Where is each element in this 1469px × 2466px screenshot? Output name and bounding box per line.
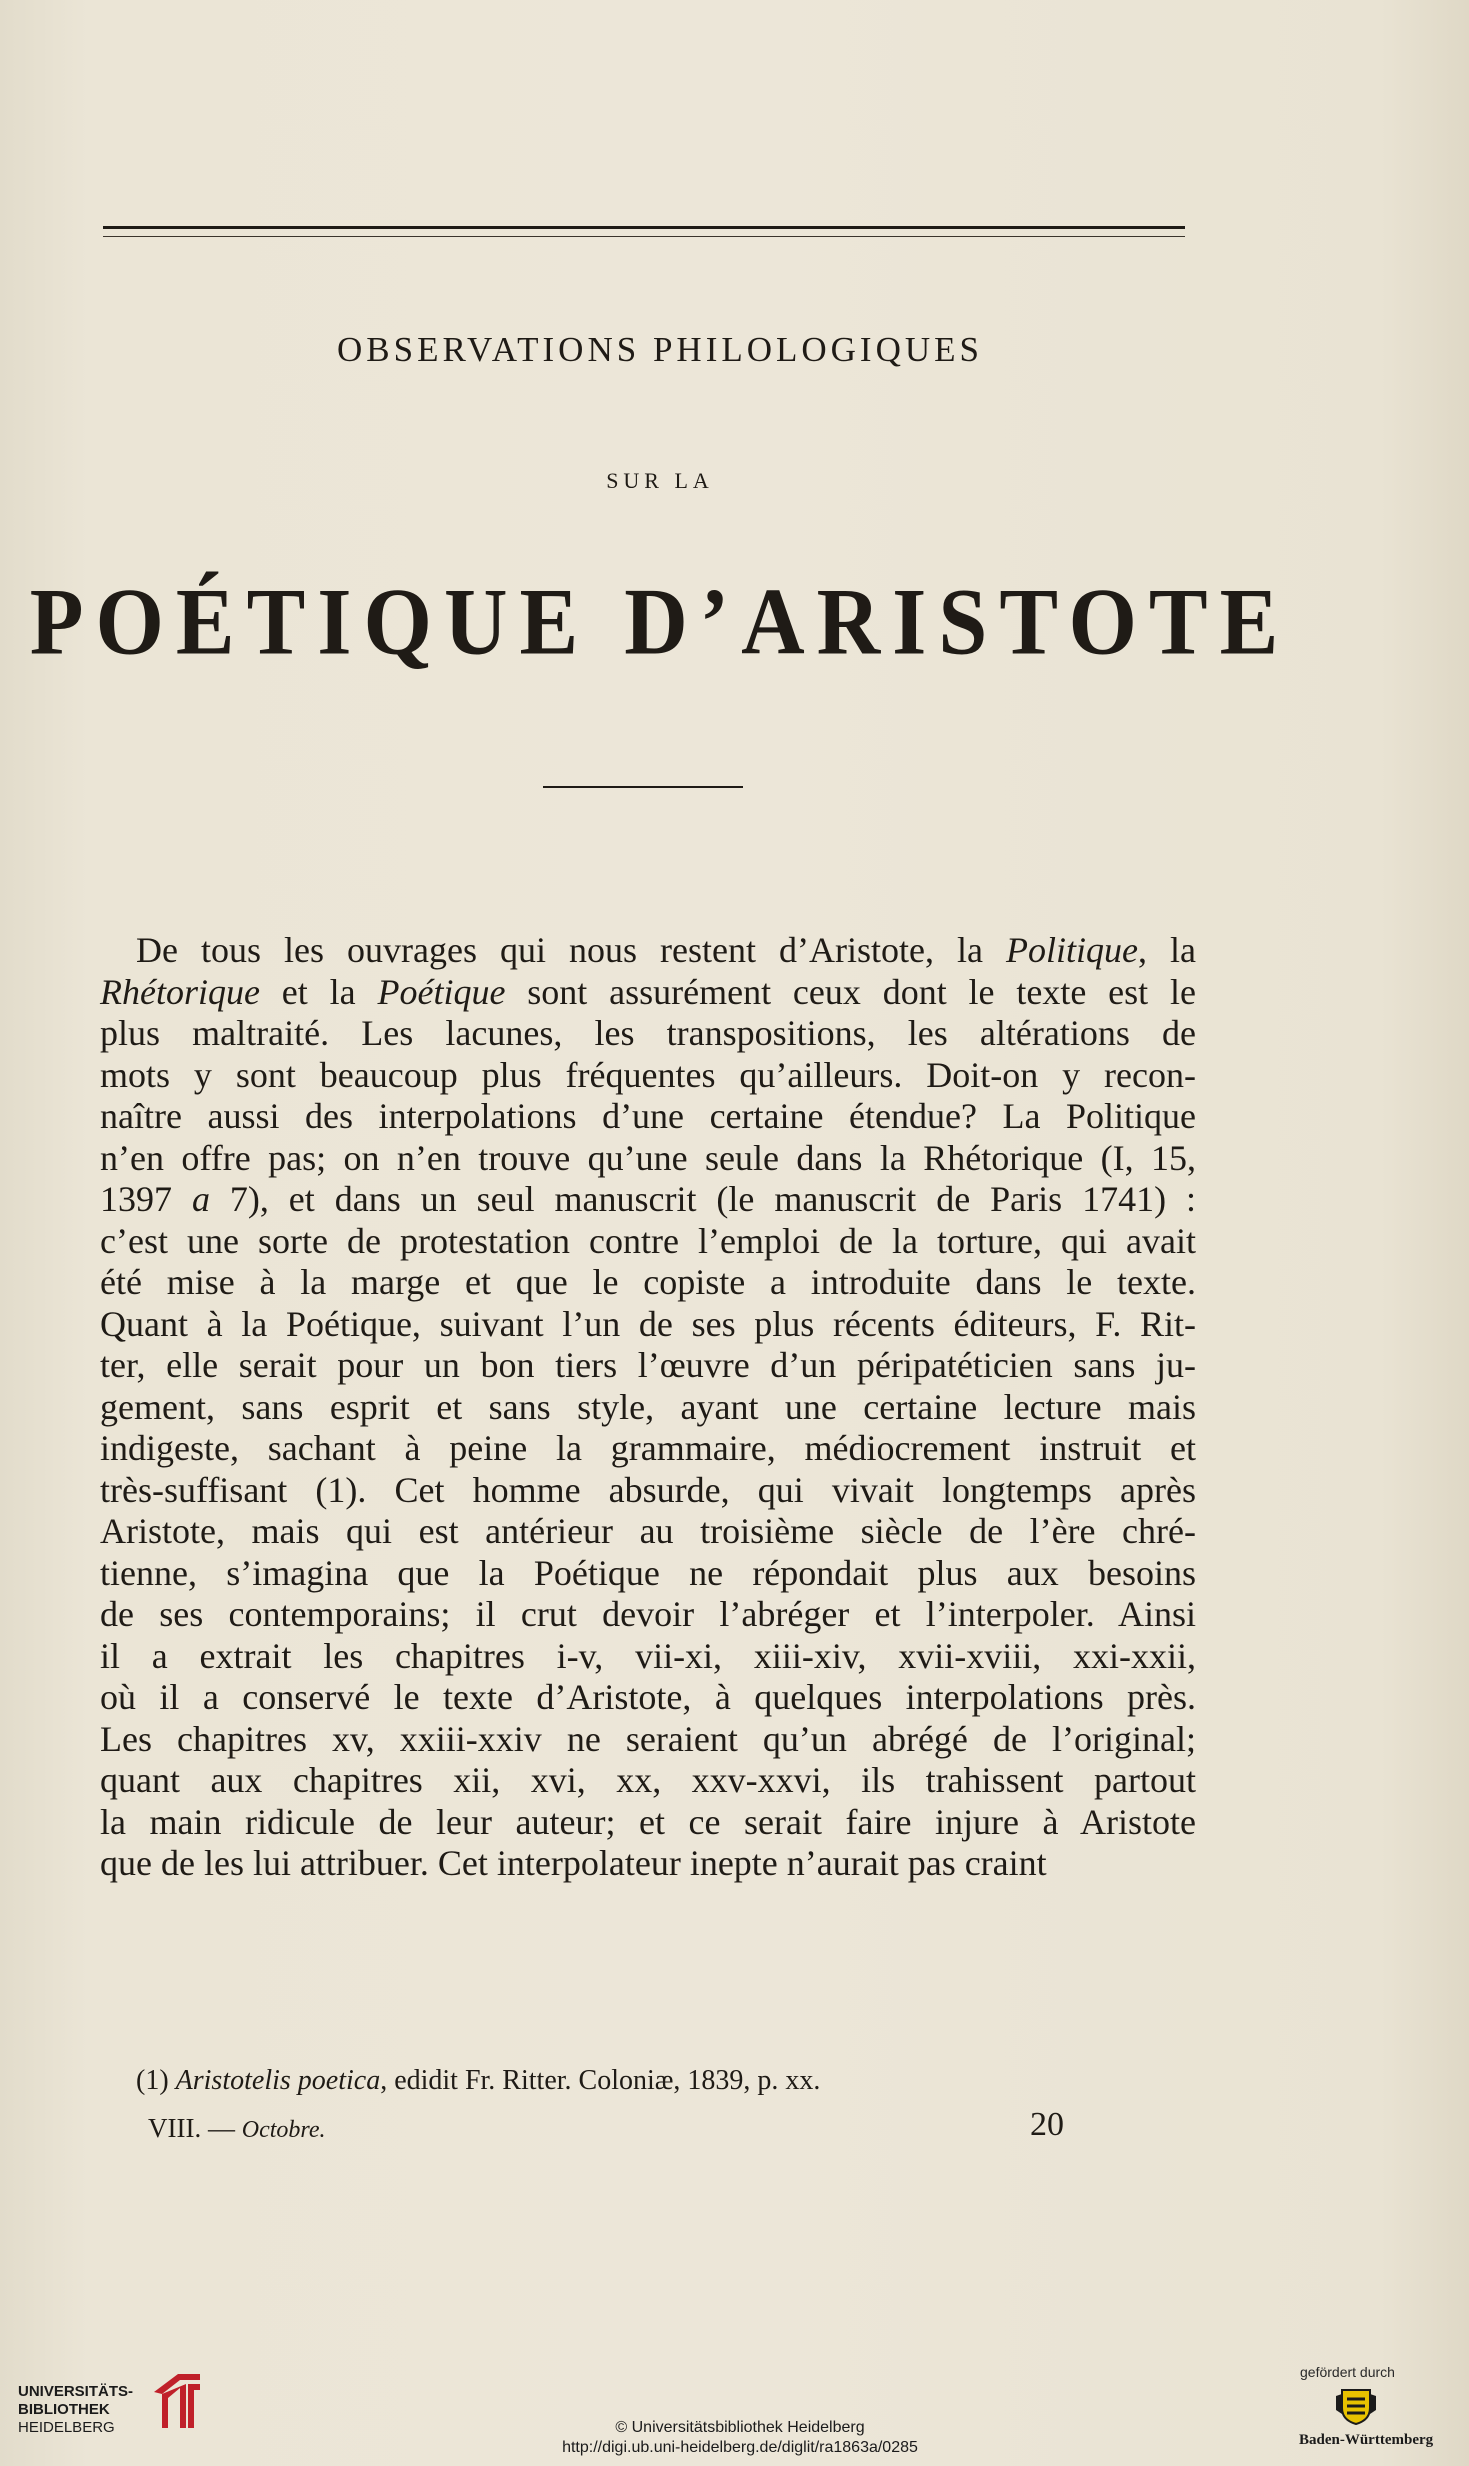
signature-mark bbox=[148, 2113, 326, 2144]
body-line bbox=[100, 1428, 1196, 1470]
body-line bbox=[100, 1055, 1196, 1097]
header-rule-thin bbox=[103, 236, 1185, 237]
library-name bbox=[18, 2383, 133, 2437]
body-line bbox=[100, 972, 1196, 1014]
text-run: 7), et dans un seul manuscrit (le manuscrit de Paris 1741) : bbox=[209, 1179, 1196, 1219]
text-run: 1397 bbox=[100, 1179, 192, 1219]
text-run: où il a conservé le texte d’Aristote, à quelques interpolations près. bbox=[100, 1677, 1196, 1717]
text-run: indigeste, sachant à peine la grammaire, médiocrement instruit et bbox=[100, 1428, 1196, 1468]
body-line bbox=[100, 1304, 1196, 1346]
text-run: il a extrait les chapitres i-v, vii-xi, xiii-xiv, xvii-xviii, xxi-xxii, bbox=[100, 1635, 1196, 1676]
text-run: mots y sont beaucoup plus fréquentes qu’ailleurs. Doit-on y recon- bbox=[100, 1054, 1196, 1095]
text-run: Aristote, mais qui est antérieur au troisième siècle de l’ère chré- bbox=[100, 1511, 1196, 1551]
body-line bbox=[100, 1760, 1196, 1802]
signature-month: Octobre. bbox=[241, 2117, 326, 2143]
footnote-title: Aristotelis poetica bbox=[175, 2065, 381, 2096]
text-run: tienne, s’imagina que la Poétique ne répondait plus aux besoins bbox=[100, 1552, 1196, 1593]
text-run: n’en offre pas; on n’en trouve qu’une seule dans la Rhétorique (I, 15, bbox=[100, 1137, 1196, 1178]
text-run: c’est une sorte de protestation contre l’emploi de la torture, qui avait bbox=[100, 1220, 1196, 1261]
footnote-marker: (1) bbox=[136, 2065, 176, 2096]
body-line bbox=[100, 1221, 1196, 1263]
body-line bbox=[100, 1387, 1196, 1429]
text-run: sont assurément ceux dont le texte est le bbox=[505, 971, 1196, 1012]
text-run: et la bbox=[259, 971, 378, 1012]
title-rule bbox=[543, 786, 743, 788]
signature-volume: VIII. — bbox=[148, 2113, 242, 2143]
funder-name: Baden-Württemberg bbox=[1299, 2432, 1434, 2448]
body-line bbox=[100, 1345, 1196, 1387]
body-line bbox=[100, 1138, 1196, 1180]
body-line bbox=[100, 930, 1196, 972]
italic-term: Poétique bbox=[377, 971, 506, 1012]
source-url[interactable]: http://digi.ub.uni-heidelberg.de/diglit/ra1863a/0285 bbox=[562, 2439, 918, 2456]
body-line bbox=[100, 1013, 1196, 1055]
body-line bbox=[100, 1677, 1196, 1719]
coat-of-arms-icon bbox=[1332, 2386, 1380, 2426]
body-text bbox=[100, 930, 1196, 1885]
text-run: la main ridicule de leur auteur; et ce serait faire injure à Aristote bbox=[100, 1801, 1196, 1842]
title-main: POÉTIQUE D’ARISTOTE bbox=[29, 570, 1291, 675]
library-name-line-1: UNIVERSITÄTS- bbox=[18, 2383, 134, 2400]
body-line bbox=[100, 1594, 1196, 1636]
text-run: que de les lui attribuer. Cet interpolateur inepte n’aurait pas craint bbox=[100, 1843, 1047, 1883]
body-line bbox=[100, 1470, 1196, 1512]
body-line bbox=[100, 1553, 1196, 1595]
italic-term: Politique bbox=[1006, 930, 1138, 970]
text-run: De tous les ouvrages qui nous restent d’Aristote, la bbox=[136, 930, 1007, 970]
body-line bbox=[100, 1843, 1196, 1885]
text-run: Quant à la Poétique, suivant l’un de ses plus récents éditeurs, F. Rit- bbox=[100, 1303, 1196, 1344]
text-run: naître aussi des interpolations d’une certaine étendue? La Politique bbox=[100, 1096, 1196, 1136]
body-line bbox=[100, 1636, 1196, 1678]
footer-credits bbox=[460, 2418, 1020, 2458]
body-line bbox=[100, 1096, 1196, 1138]
text-run: de ses contemporains; il crut devoir l’abréger et l’interpoler. Ainsi bbox=[100, 1594, 1196, 1634]
text-run: ter, elle serait pour un bon tiers l’œuvre d’un péripatéticien sans ju- bbox=[100, 1345, 1196, 1385]
text-run: , la bbox=[1138, 930, 1196, 970]
text-run: plus maltraité. Les lacunes, les transpositions, les altérations de bbox=[100, 1013, 1196, 1053]
text-run: gement, sans esprit et sans style, ayant une certaine lecture mais bbox=[100, 1386, 1196, 1427]
body-line bbox=[100, 1179, 1196, 1221]
text-run: très-suffisant (1). Cet homme absurde, qui vivait longtemps après bbox=[100, 1469, 1196, 1510]
body-line bbox=[100, 1511, 1196, 1553]
title-line-1: OBSERVATIONS PHILOLOGIQUES bbox=[336, 330, 983, 369]
footnote-text: , edidit Fr. Ritter. Coloniæ, 1839, p. xx. bbox=[380, 2065, 821, 2096]
library-name-line-2: BIBLIOTHEK bbox=[18, 2401, 110, 2418]
body-line bbox=[100, 1802, 1196, 1844]
italic-term: Rhétorique bbox=[100, 971, 260, 1012]
library-name-line-3: HEIDELBERG bbox=[18, 2419, 115, 2436]
library-logo-icon bbox=[148, 2370, 204, 2432]
body-line bbox=[100, 1262, 1196, 1304]
title-line-2: SUR LA bbox=[606, 468, 714, 493]
signature-number: 20 bbox=[1030, 2106, 1064, 2143]
text-run: quant aux chapitres xii, xvi, xx, xxv-xxvi, ils trahissent partout bbox=[100, 1760, 1196, 1800]
italic-term: a bbox=[191, 1179, 210, 1219]
copyright-line: © Universitätsbibliothek Heidelberg bbox=[615, 2419, 865, 2436]
funded-by-label: gefördert durch bbox=[1300, 2364, 1395, 2380]
body-line bbox=[100, 1719, 1196, 1761]
footnote bbox=[136, 2065, 820, 2097]
header-rule-thick bbox=[103, 226, 1185, 229]
text-run: Les chapitres xv, xxiii-xxiv ne seraient qu’un abrégé de l’original; bbox=[100, 1718, 1196, 1759]
text-run: été mise à la marge et que le copiste a introduite dans le texte. bbox=[100, 1262, 1196, 1302]
